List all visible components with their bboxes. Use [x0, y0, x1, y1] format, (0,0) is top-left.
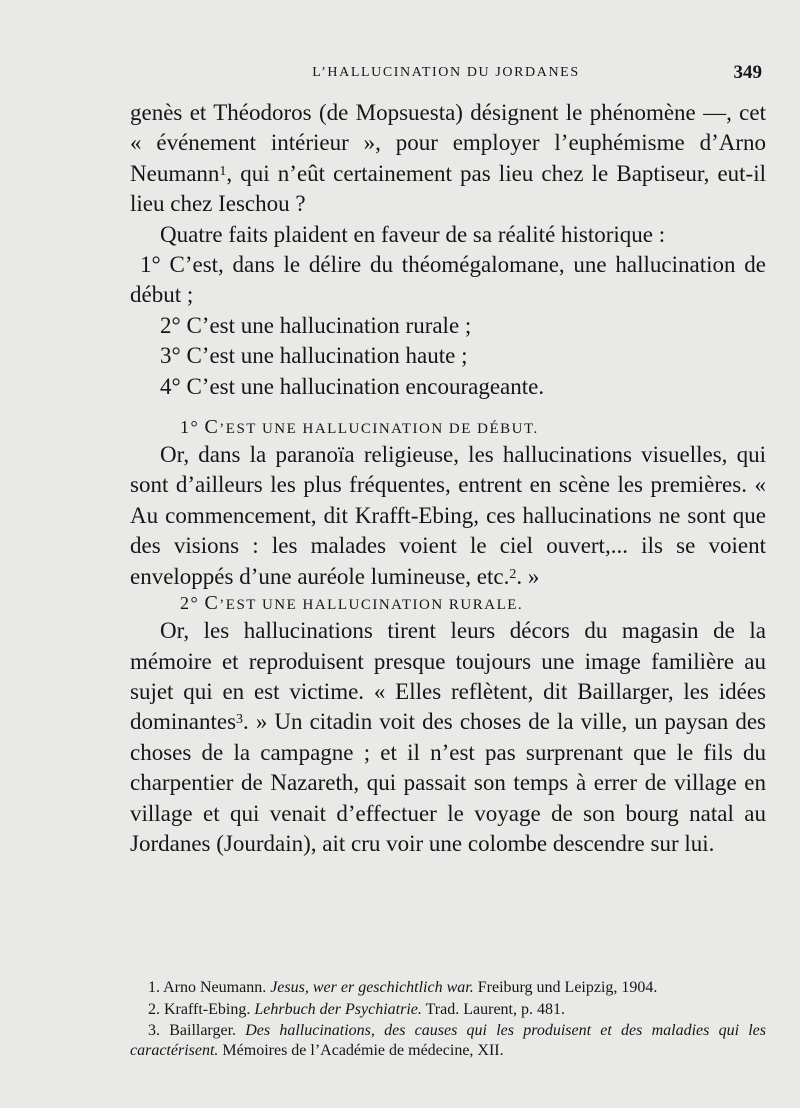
footnote-1-rest: Freiburg und Leipzig, 1904.: [477, 979, 658, 996]
section-heading-1-cap: C: [204, 416, 220, 439]
section-heading-1-rest: ’EST UNE HALLUCINATION DE DÉBUT.: [219, 421, 539, 438]
footnote-3-author: 3. Baillarger.: [148, 1022, 237, 1039]
section-heading-2-num: 2°: [180, 593, 200, 614]
footnotes: [130, 978, 766, 1062]
footnote-1: [130, 978, 766, 998]
list-item-3: 3° C’est une hallucination haute ;: [160, 343, 468, 369]
paragraph-4-text: Or, les hallucinations tirent leurs décors du magasin de la mémoire et reproduisent presque toujours une image familière au sujet qui en est victime. « Elles reflètent, dit Baillarger, les idées dominantes: [130, 618, 766, 735]
footnote-ref-2: 2: [509, 566, 517, 582]
body-text: [130, 98, 766, 859]
footnote-2-author: 2. Krafft-Ebing.: [148, 1000, 251, 1018]
list-item-1: 1° C’est, dans le délire du théomégalomane, une hallucination de début ;: [130, 252, 766, 308]
paragraph-4-end: . » Un citadin voit des choses de la ville, un paysan des choses de la campagne ; et il n’est pas surprenant que le fils du charpentier de Nazareth, qui passait son temps à errer de village en village et qui venait d’effectuer le voyage de son bourg natal au Jordanes (Jourdain), ait cru voir une colombe descendre sur lui.: [130, 709, 766, 856]
list-item-4: 4° C’est une hallucination encourageante.: [160, 373, 545, 399]
paragraph-3-text: Or, dans la paranoïa religieuse, les hallucinations visuelles, qui sont d’ailleurs les plus fréquentes, entrent en scène les premières. « Au commencement, dit Krafft-Ebing, ces hallucinations ne sont que des visions : les malades voient le ciel ouvert,... ils se voient enveloppés d’une auréole lumineuse, etc.: [130, 442, 766, 589]
section-heading-2-cap: C: [204, 592, 220, 615]
paragraph-1-end: , qui n’eût certainement pas lieu chez le Baptiseur, eut-il lieu chez Ieschou ?: [130, 160, 766, 217]
footnote-ref-1: 1: [219, 163, 227, 179]
section-heading-2-rest: ’EST UNE HALLUCINATION RURALE.: [219, 597, 524, 614]
section-heading-1-num: 1°: [180, 417, 200, 438]
section-heading-1: [130, 416, 766, 440]
paragraph-1-text: genès et Théodoros (de Mopsuesta) désignent le phénomène —, cet « événement intérieur », pour employer l’euphémisme d’Arno Neumann: [130, 100, 766, 186]
paragraph-2: Quatre faits plaident en faveur de sa réalité historique :: [160, 221, 666, 247]
footnote-3-title: Des hallucinations, des causes qui les produisent et des maladies qui les caractérisent.: [130, 1022, 766, 1059]
paragraph-3-end: . »: [516, 563, 540, 589]
footnote-3: [130, 1021, 766, 1060]
footnote-2-rest: Trad. Laurent, p. 481.: [425, 1000, 565, 1018]
footnote-2: [130, 1000, 766, 1020]
page-header: [130, 62, 762, 86]
footnote-ref-3: 3: [236, 712, 244, 728]
footnote-3-rest: Mémoires de l’Académie de médecine, XII.: [222, 1041, 504, 1059]
paragraph-4: [130, 616, 766, 859]
footnote-1-title: Jesus, wer er geschichtlich war.: [270, 979, 474, 996]
list-item-2: 2° C’est une hallucination rurale ;: [160, 312, 472, 338]
footnote-1-author: 1. Arno Neumann.: [148, 979, 267, 996]
paragraph-1: [130, 98, 766, 220]
section-heading-2: [130, 592, 766, 616]
page-number: 349: [733, 62, 762, 83]
footnote-2-title: Lehrbuch der Psychiatrie.: [254, 1000, 422, 1018]
paragraph-3: [130, 440, 766, 592]
running-title: L’HALLUCINATION DU JORDANES: [312, 65, 580, 80]
